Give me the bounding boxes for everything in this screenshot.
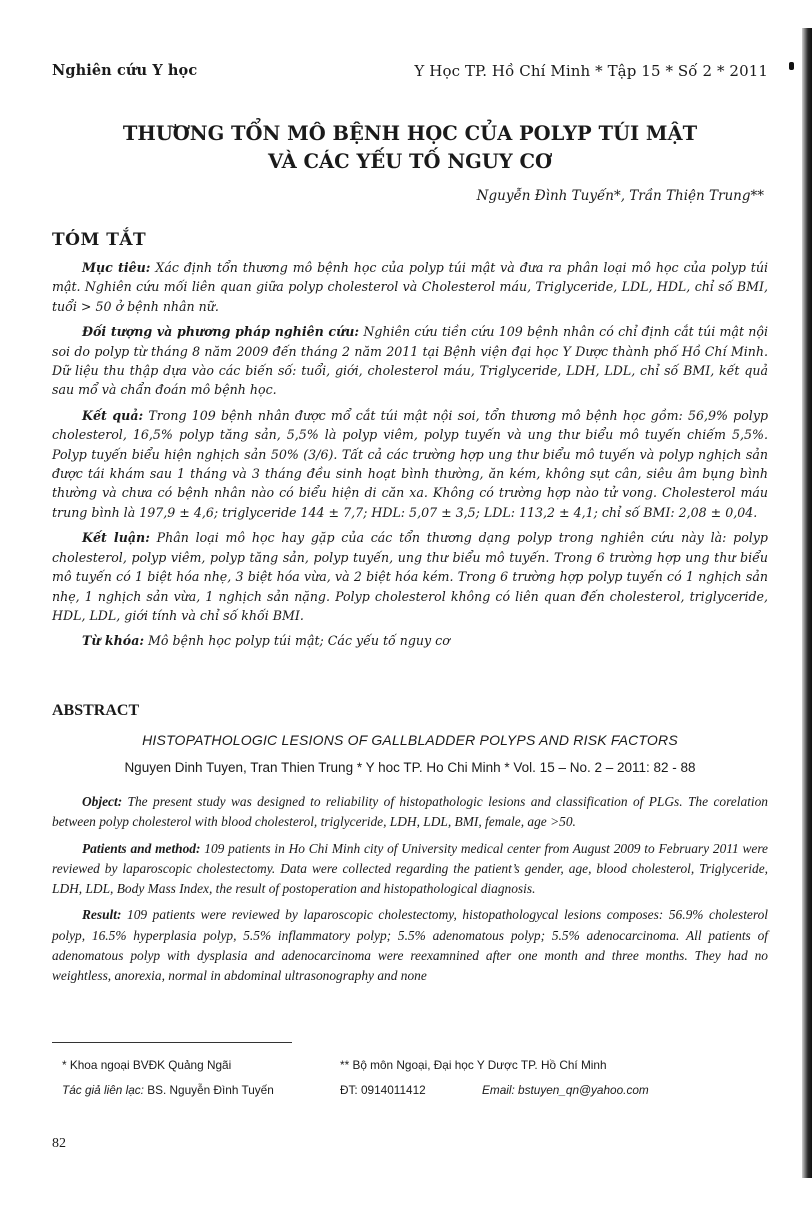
contact-phone: ĐT: 0914011412	[340, 1083, 426, 1097]
header-journal: Y Học TP. Hồ Chí Minh * Tập 15 * Số 2 * 2011	[414, 62, 768, 80]
scan-edge-shadow	[802, 28, 812, 1178]
vi-objective	[52, 258, 768, 316]
vi-keywords	[52, 631, 768, 650]
vi-methods	[52, 322, 768, 400]
title-line-2: VÀ CÁC YẾU TỐ NGUY CƠ	[267, 150, 553, 173]
vi-results-text: Trong 109 bệnh nhân được mổ cắt túi mật nội soi, tổn thương mô bệnh học gồm: 56,9% polyp cholesterol, 16,5% polyp tăng sản, 5,5% là polyp viêm, polyp tuyến và ung thư biểu mô tuyến chiếm 5,5%. Polyp tuyến biểu hiện nghịch sản 50% (3/6). Tất cả các trường hợp ung thư biểu mô tuyến và polyp nghịch sản được tái khám sau 1 tháng và 3 tháng đều sinh hoạt bình thường, ăn kém, không sụt cân, siêu âm bụng bình thường và chưa có bệnh nhân nào có biểu hiện di căn xa. Không có trường hợp nào tử vong. Cholesterol máu trung bình là 197,9 ± 4,6; triglyceride 144 ± 7,7; HDL: 5,07 ± 3,5; LDL: 113,2 ± 4,1; chỉ số BMI: 2,08 ± 0,04.	[52, 407, 768, 520]
en-patients-label: Patients and method:	[82, 840, 201, 856]
vi-objective-text: Xác định tổn thương mô bệnh học của polyp túi mật và đưa ra phân loại mô học của polyp túi mật. Nghiên cứu mối liên quan giữa polyp cholesterol và Cholesterol máu, Triglyceride, LDL, HDL, chỉ số BMI, tuổi > 50 ở bệnh nhân nữ.	[52, 260, 768, 314]
contact-label: Tác giả liên lạc:	[62, 1083, 144, 1097]
contact-email: Email: bstuyen_qn@yahoo.com	[482, 1083, 649, 1097]
authors: Nguyễn Đình Tuyến*, Trần Thiện Trung**	[476, 188, 764, 204]
en-object-label: Object:	[82, 794, 123, 809]
vi-methods-label: Đối tượng và phương pháp nghiên cứu:	[82, 324, 360, 340]
contact-author	[62, 1083, 274, 1097]
en-patients	[52, 839, 768, 900]
vi-results	[52, 406, 768, 522]
article-title	[52, 120, 768, 176]
title-line-1: THƯƠNG TỔN MÔ BỆNH HỌC CỦA POLYP TÚI MẬT	[122, 122, 698, 145]
running-header	[52, 62, 768, 80]
vi-conclusion-text: Phân loại mô học hay gặp của các tổn thương dạng polyp trong nghiên cứu này là: polyp cholesterol, polyp viêm, polyp tăng sản, polyp tuyến, ung thư biểu mô tuyến. Trong 6 trường hợp ung thư biểu mô tuyến có 1 biệt hóa nhẹ, 3 biệt hóa vừa, và 2 biệt hóa kém. Trong 6 trường hợp polyp tuyến có 1 nghịch sản nhẹ, 1 nghịch sản vừa, 1 nghịch sản nặng. Polyp cholesterol không có liên quan đến cholesterol, triglyceride, HDL, LDL, giới tính và chỉ số khối BMI.	[52, 530, 768, 623]
header-section: Nghiên cứu Y học	[52, 62, 198, 79]
vietnamese-summary	[52, 258, 768, 657]
vi-conclusion-label: Kết luận:	[82, 530, 150, 546]
contact-name: BS. Nguyễn Đình Tuyến	[143, 1083, 274, 1097]
vi-conclusion	[52, 528, 768, 625]
english-title: HISTOPATHOLOGIC LESIONS OF GALLBLADDER POLYPS AND RISK FACTORS	[142, 732, 678, 748]
heading-tomtat: TÓM TẮT	[52, 230, 147, 250]
affiliation-2: ** Bộ môn Ngoại, Đại học Y Dược TP. Hồ Chí Minh	[340, 1058, 607, 1072]
en-result-text: 109 patients were reviewed by laparoscopic cholestectomy, histopathologycal lesions composes: 56.9% cholesterol polyp, 16.5% hyperplasia polyp, 5.5% inflammatory polyp; 5.5% adenomatous polyp; 5.5% adenocarcinoma. All patients of adenomatous polyp with dysplasia and adenocarcinoma were reexamnined after one month and three months. They had no weightless, anorexia, normal in abdominal ultrasonography and none	[52, 907, 768, 984]
english-abstract	[52, 792, 768, 993]
heading-abstract: ABSTRACT	[52, 702, 140, 719]
en-object-text: The present study was designed to reliability of histopathologic lesions and classification of PLGs. The corelation between polyp cholesterol with blood cholesterol, triglyceride, LDH, LDL, BMI, female, age >50.	[52, 794, 768, 830]
scan-mark	[789, 62, 794, 70]
vi-objective-label: Mục tiêu:	[82, 260, 151, 275]
en-object	[52, 792, 768, 833]
vi-keywords-label: Từ khóa:	[82, 633, 145, 649]
vi-keywords-text: Mô bệnh học polyp túi mật; Các yếu tố nguy cơ	[144, 633, 450, 649]
vi-results-label: Kết quả:	[82, 407, 144, 423]
footnote-rule	[52, 1042, 292, 1043]
en-result-label: Result:	[82, 907, 122, 923]
en-patients-text: 109 patients in Ho Chi Minh city of University medical center from August 2009 to February 2011 were reviewed by laparoscopic cholestectomy. Data were collected regarding the patient’s gender, age, blood cholesterol, Triglyceride, LDH, LDL, Body Mass Index, the result of postoperation and histopathological diagnosis.	[52, 840, 768, 897]
citation: Nguyen Dinh Tuyen, Tran Thien Trung * Y hoc TP. Ho Chi Minh * Vol. 15 – No. 2 – 2011: 82 - 88	[124, 760, 696, 775]
vi-methods-text: Nghiên cứu tiền cứu 109 bệnh nhân có chỉ định cắt túi mật nội soi do polyp từ tháng 8 năm 2009 đến tháng 2 năm 2011 tại Bệnh viện đại học Y Dược thành phố Hồ Chí Minh. Dữ liệu thu thập dựa vào các biến số: tuổi, giới, cholesterol máu, Triglyceride, LDH, LDL, chỉ số BMI, kết quả sau mổ và chẩn đoán mô bệnh học.	[52, 324, 769, 398]
page-number: 82	[52, 1136, 66, 1151]
affiliation-1: * Khoa ngoại BVĐK Quảng Ngãi	[62, 1058, 232, 1072]
en-result	[52, 905, 768, 986]
